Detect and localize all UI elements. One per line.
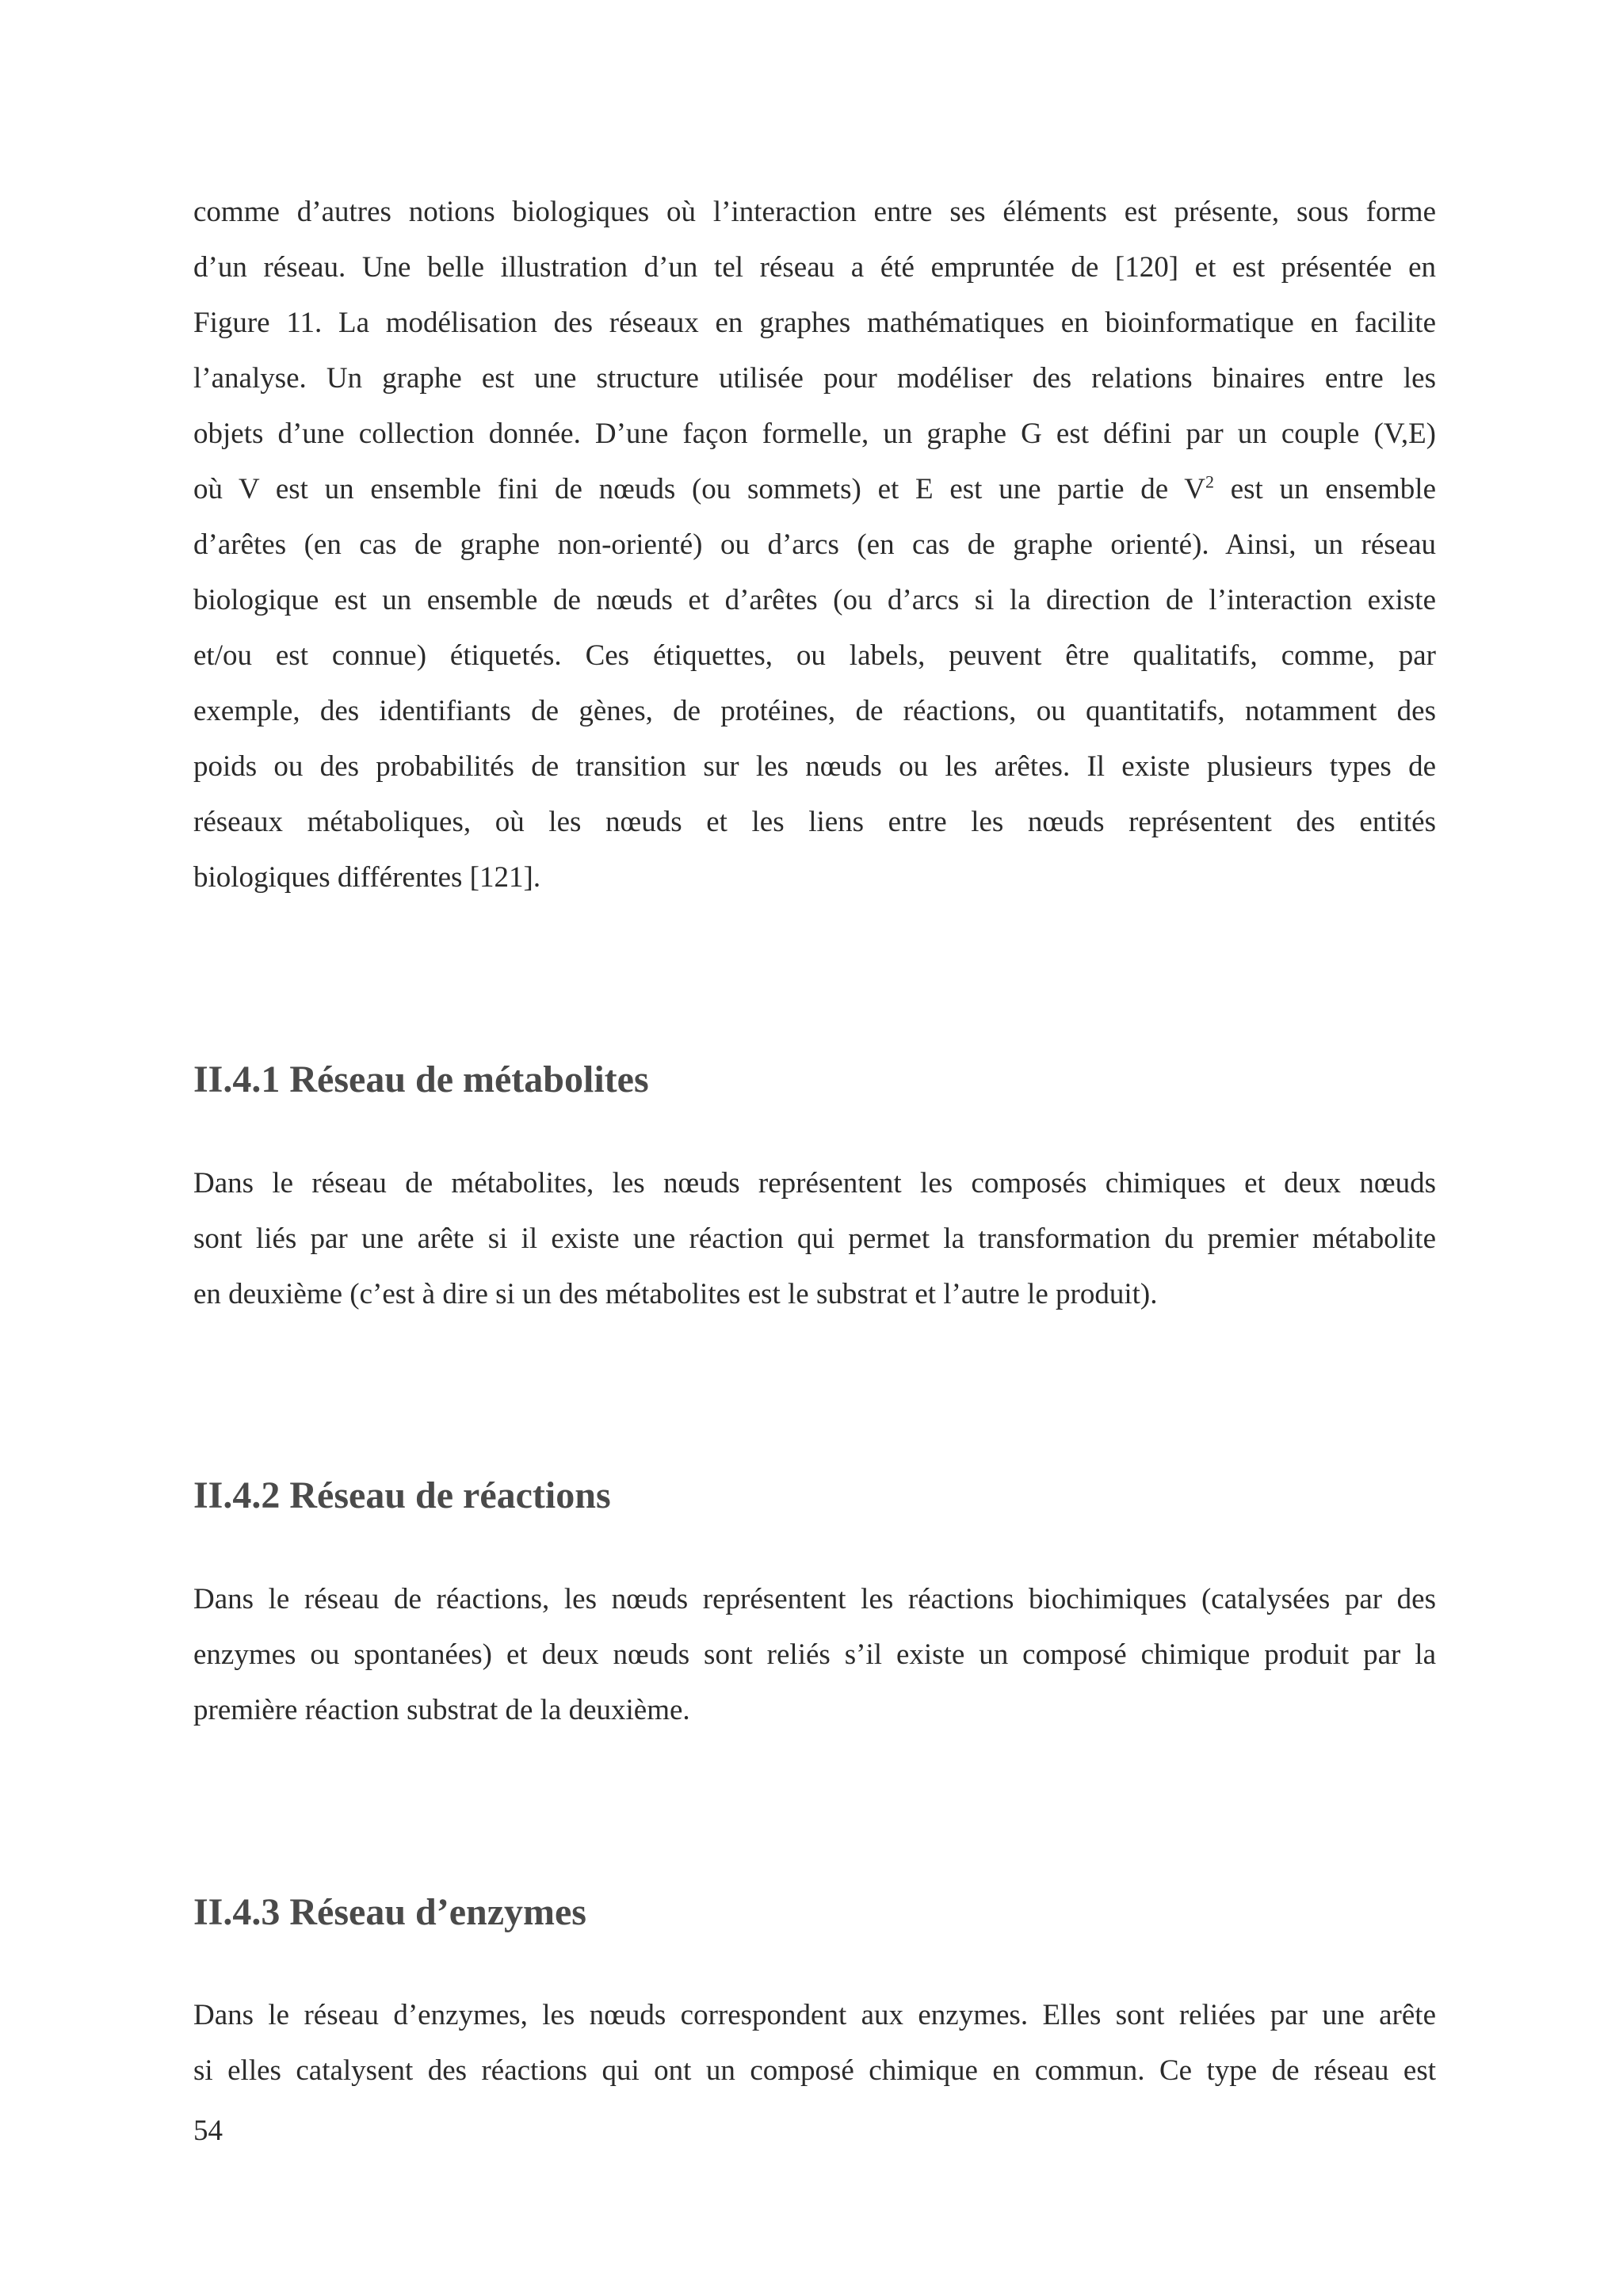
paragraph-line: d’un réseau. Une belle illustration d’un tel réseau a été empruntée de [120] et est présentée en	[193, 251, 1436, 284]
paragraph-line: première réaction substrat de la deuxième.	[193, 1694, 690, 1726]
paragraph-line: sont liés par une arête si il existe une réaction qui permet la transformation du premier métabolite	[193, 1222, 1436, 1255]
section-paragraph-enzymes	[193, 1988, 1436, 2099]
paragraph-line-with-superscript	[193, 462, 1436, 517]
paragraph-line: objets d’une collection donnée. D’une façon formelle, un graphe G est défini par un couple (V,E)	[193, 418, 1436, 450]
section-heading-metabolites: II.4.1 Réseau de métabolites	[193, 1058, 649, 1100]
paragraph-line: Dans le réseau de métabolites, les nœuds représentent les composés chimiques et deux nœuds	[193, 1167, 1436, 1199]
paragraph-line: l’analyse. Un graphe est une structure utilisée pour modéliser des relations binaires entre les	[193, 362, 1436, 395]
paragraph-line: Figure 11. La modélisation des réseaux en graphes mathématiques en bioinformatique en facilite	[193, 307, 1436, 339]
paragraph-line: si elles catalysent des réactions qui ont un composé chimique en commun. Ce type de réseau est	[193, 2054, 1436, 2087]
paragraph-line-tail: est un ensemble	[1213, 473, 1436, 505]
section-heading-enzymes: II.4.3 Réseau d’enzymes	[193, 1891, 586, 1933]
paragraph-line: exemple, des identifiants de gènes, de protéines, de réactions, ou quantitatifs, notamment des	[193, 695, 1436, 727]
paragraph-line: Dans le réseau de réactions, les nœuds représentent les réactions biochimiques (catalysées par des	[193, 1583, 1436, 1615]
paragraph-line: d’arêtes (en cas de graphe non-orienté) ou d’arcs (en cas de graphe orienté). Ainsi, un réseau	[193, 528, 1436, 561]
paragraph-line: Dans le réseau d’enzymes, les nœuds correspondent aux enzymes. Elles sont reliées par une arête	[193, 1999, 1436, 2031]
paragraph-line: et/ou est connue) étiquetés. Ces étiquettes, ou labels, peuvent être qualitatifs, comme, par	[193, 639, 1436, 672]
paragraph-line: en deuxième (c’est à dire si un des métabolites est le substrat et l’autre le produit).	[193, 1278, 1158, 1310]
superscript: 2	[1205, 471, 1214, 492]
paragraph-line: biologique est un ensemble de nœuds et d’arêtes (ou d’arcs si la direction de l’interaction existe	[193, 584, 1436, 616]
paragraph-line: poids ou des probabilités de transition sur les nœuds ou les arêtes. Il existe plusieurs types de	[193, 750, 1436, 783]
section-heading-reactions: II.4.2 Réseau de réactions	[193, 1474, 611, 1516]
section-paragraph-metabolites	[193, 1156, 1436, 1322]
paragraph-line: réseaux métaboliques, où les nœuds et les liens entre les nœuds représentent des entités	[193, 806, 1436, 838]
page-number: 54	[193, 2115, 223, 2147]
paragraph-line: biologiques différentes [121].	[193, 861, 541, 894]
paragraph-line: comme d’autres notions biologiques où l’interaction entre ses éléments est présente, sous forme	[193, 196, 1436, 228]
paragraph-line: enzymes ou spontanées) et deux nœuds sont reliés s’il existe un composé chimique produit par la	[193, 1638, 1436, 1671]
section-paragraph-reactions	[193, 1572, 1436, 1738]
intro-paragraph	[193, 185, 1436, 906]
paragraph-line-head: où V est un ensemble fini de nœuds (ou sommets) et E est une partie de V	[193, 473, 1205, 505]
